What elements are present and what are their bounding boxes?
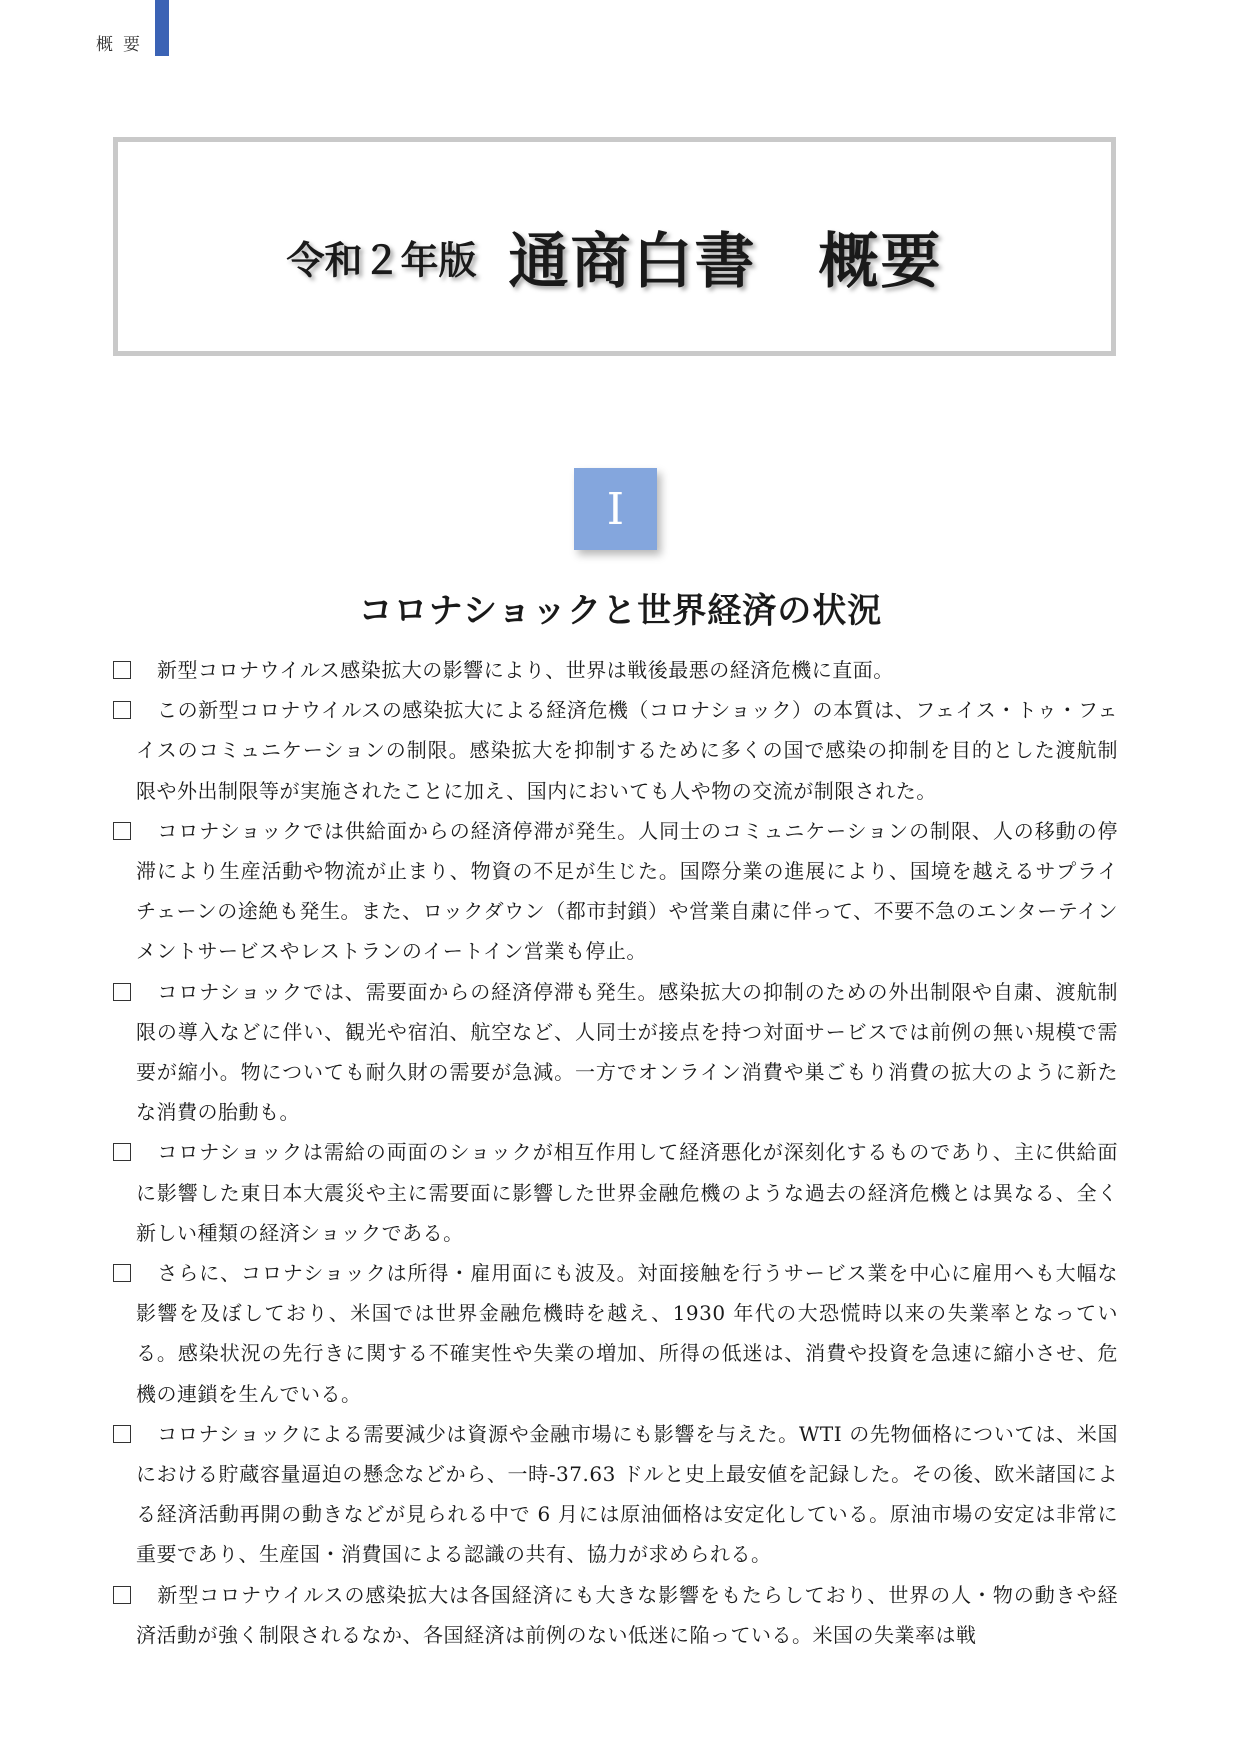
checkbox-bullet-icon — [113, 1425, 131, 1443]
bullet-item — [113, 1132, 1118, 1253]
title-line — [118, 214, 1111, 300]
checkbox-bullet-icon — [113, 822, 131, 840]
bullet-text: コロナショックでは、需要面からの経済停滞も発生。感染拡大の抑制のための外出制限や自粛、渡航制限の導入などに伴い、観光や宿泊、航空など、人同士が接点を持つ対面サービスでは前例の無い規模で需要が縮小。物についても耐久財の需要が急減。一方でオンライン消費や巣ごもり消費の拡大のように新たな消費の胎動も。 — [136, 979, 1118, 1125]
bullet-text: コロナショックは需給の両面のショックが相互作用して経済悪化が深刻化するものであり、主に供給面に影響した東日本大震災や主に需要面に影響した世界金融危機のような過去の経済危機とは異なる、全く新しい種類の経済ショックである。 — [136, 1140, 1118, 1245]
checkbox-bullet-icon — [113, 1586, 131, 1604]
checkbox-bullet-icon — [113, 983, 131, 1001]
bullet-item — [113, 972, 1118, 1133]
header-accent-bar — [155, 0, 169, 56]
checkbox-bullet-icon — [113, 1143, 131, 1161]
checkbox-bullet-icon — [113, 661, 131, 679]
running-header: 概要 — [96, 35, 150, 55]
bullet-item — [113, 811, 1118, 972]
bullet-item — [113, 690, 1118, 811]
checkbox-bullet-icon — [113, 1264, 131, 1282]
chapter-title: コロナショックと世界経済の状況 — [358, 591, 883, 631]
bullet-item — [113, 1253, 1118, 1414]
bullet-item — [113, 1414, 1118, 1575]
checkbox-bullet-icon — [113, 701, 131, 719]
title-edition: 令和２年版 — [286, 237, 477, 283]
bullet-text: コロナショックによる需要減少は資源や金融市場にも影響を与えた。WTI の先物価格については、米国における貯蔵容量逼迫の懸念などから、一時-37.63 ドルと史上最安値を記録した。その後、欧米諸国による経済活動再開の動きなどが見られる中で 6 月には原油価格は安定化している。原油市場の安定は非常に重要であり、生産国・消費国による認識の共有、協力が求められる。 — [136, 1421, 1118, 1567]
chapter-number-badge: I — [574, 468, 657, 550]
bullet-item — [113, 650, 1118, 690]
bullet-text: この新型コロナウイルスの感染拡大による経済危機（コロナショック）の本質は、フェイス・トゥ・フェイスのコミュニケーションの制限。感染拡大を抑制するために多くの国で感染の抑制を目的とした渡航制限や外出制限等が実施されたことに加え、国内においても人や物の交流が制限された。 — [136, 698, 1118, 803]
document-title: 通商白書 概要 — [508, 227, 943, 297]
bullet-text: コロナショックでは供給面からの経済停滞が発生。人同士のコミュニケーションの制限、人の移動の停滞により生産活動や物流が止まり、物資の不足が生じた。国際分業の進展により、国境を越えるサプライチェーンの途絶も発生。また、ロックダウン（都市封鎖）や営業自粛に伴って、不要不急のエンターテインメントサービスやレストランのイートイン営業も停止。 — [136, 818, 1118, 964]
bullet-text: 新型コロナウイルス感染拡大の影響により、世界は戦後最悪の経済危機に直面。 — [157, 658, 894, 682]
bullet-item — [113, 1575, 1118, 1655]
bullet-text: 新型コロナウイルスの感染拡大は各国経済にも大きな影響をもたらしており、世界の人・物の動きや経済活動が強く制限されるなか、各国経済は前例のない低迷に陥っている。米国の失業率は戦 — [136, 1582, 1118, 1647]
title-box — [113, 137, 1116, 356]
bullet-list — [113, 650, 1118, 1655]
bullet-text: さらに、コロナショックは所得・雇用面にも波及。対面接触を行うサービス業を中心に雇用へも大幅な影響を及ぼしており、米国では世界金融危機時を越え、1930 年代の大恐慌時以来の失業率となっている。感染状況の先行きに関する不確実性や失業の増加、所得の低迷は、消費や投資を急速に縮小させ、危機の連鎖を生んでいる。 — [136, 1261, 1118, 1406]
